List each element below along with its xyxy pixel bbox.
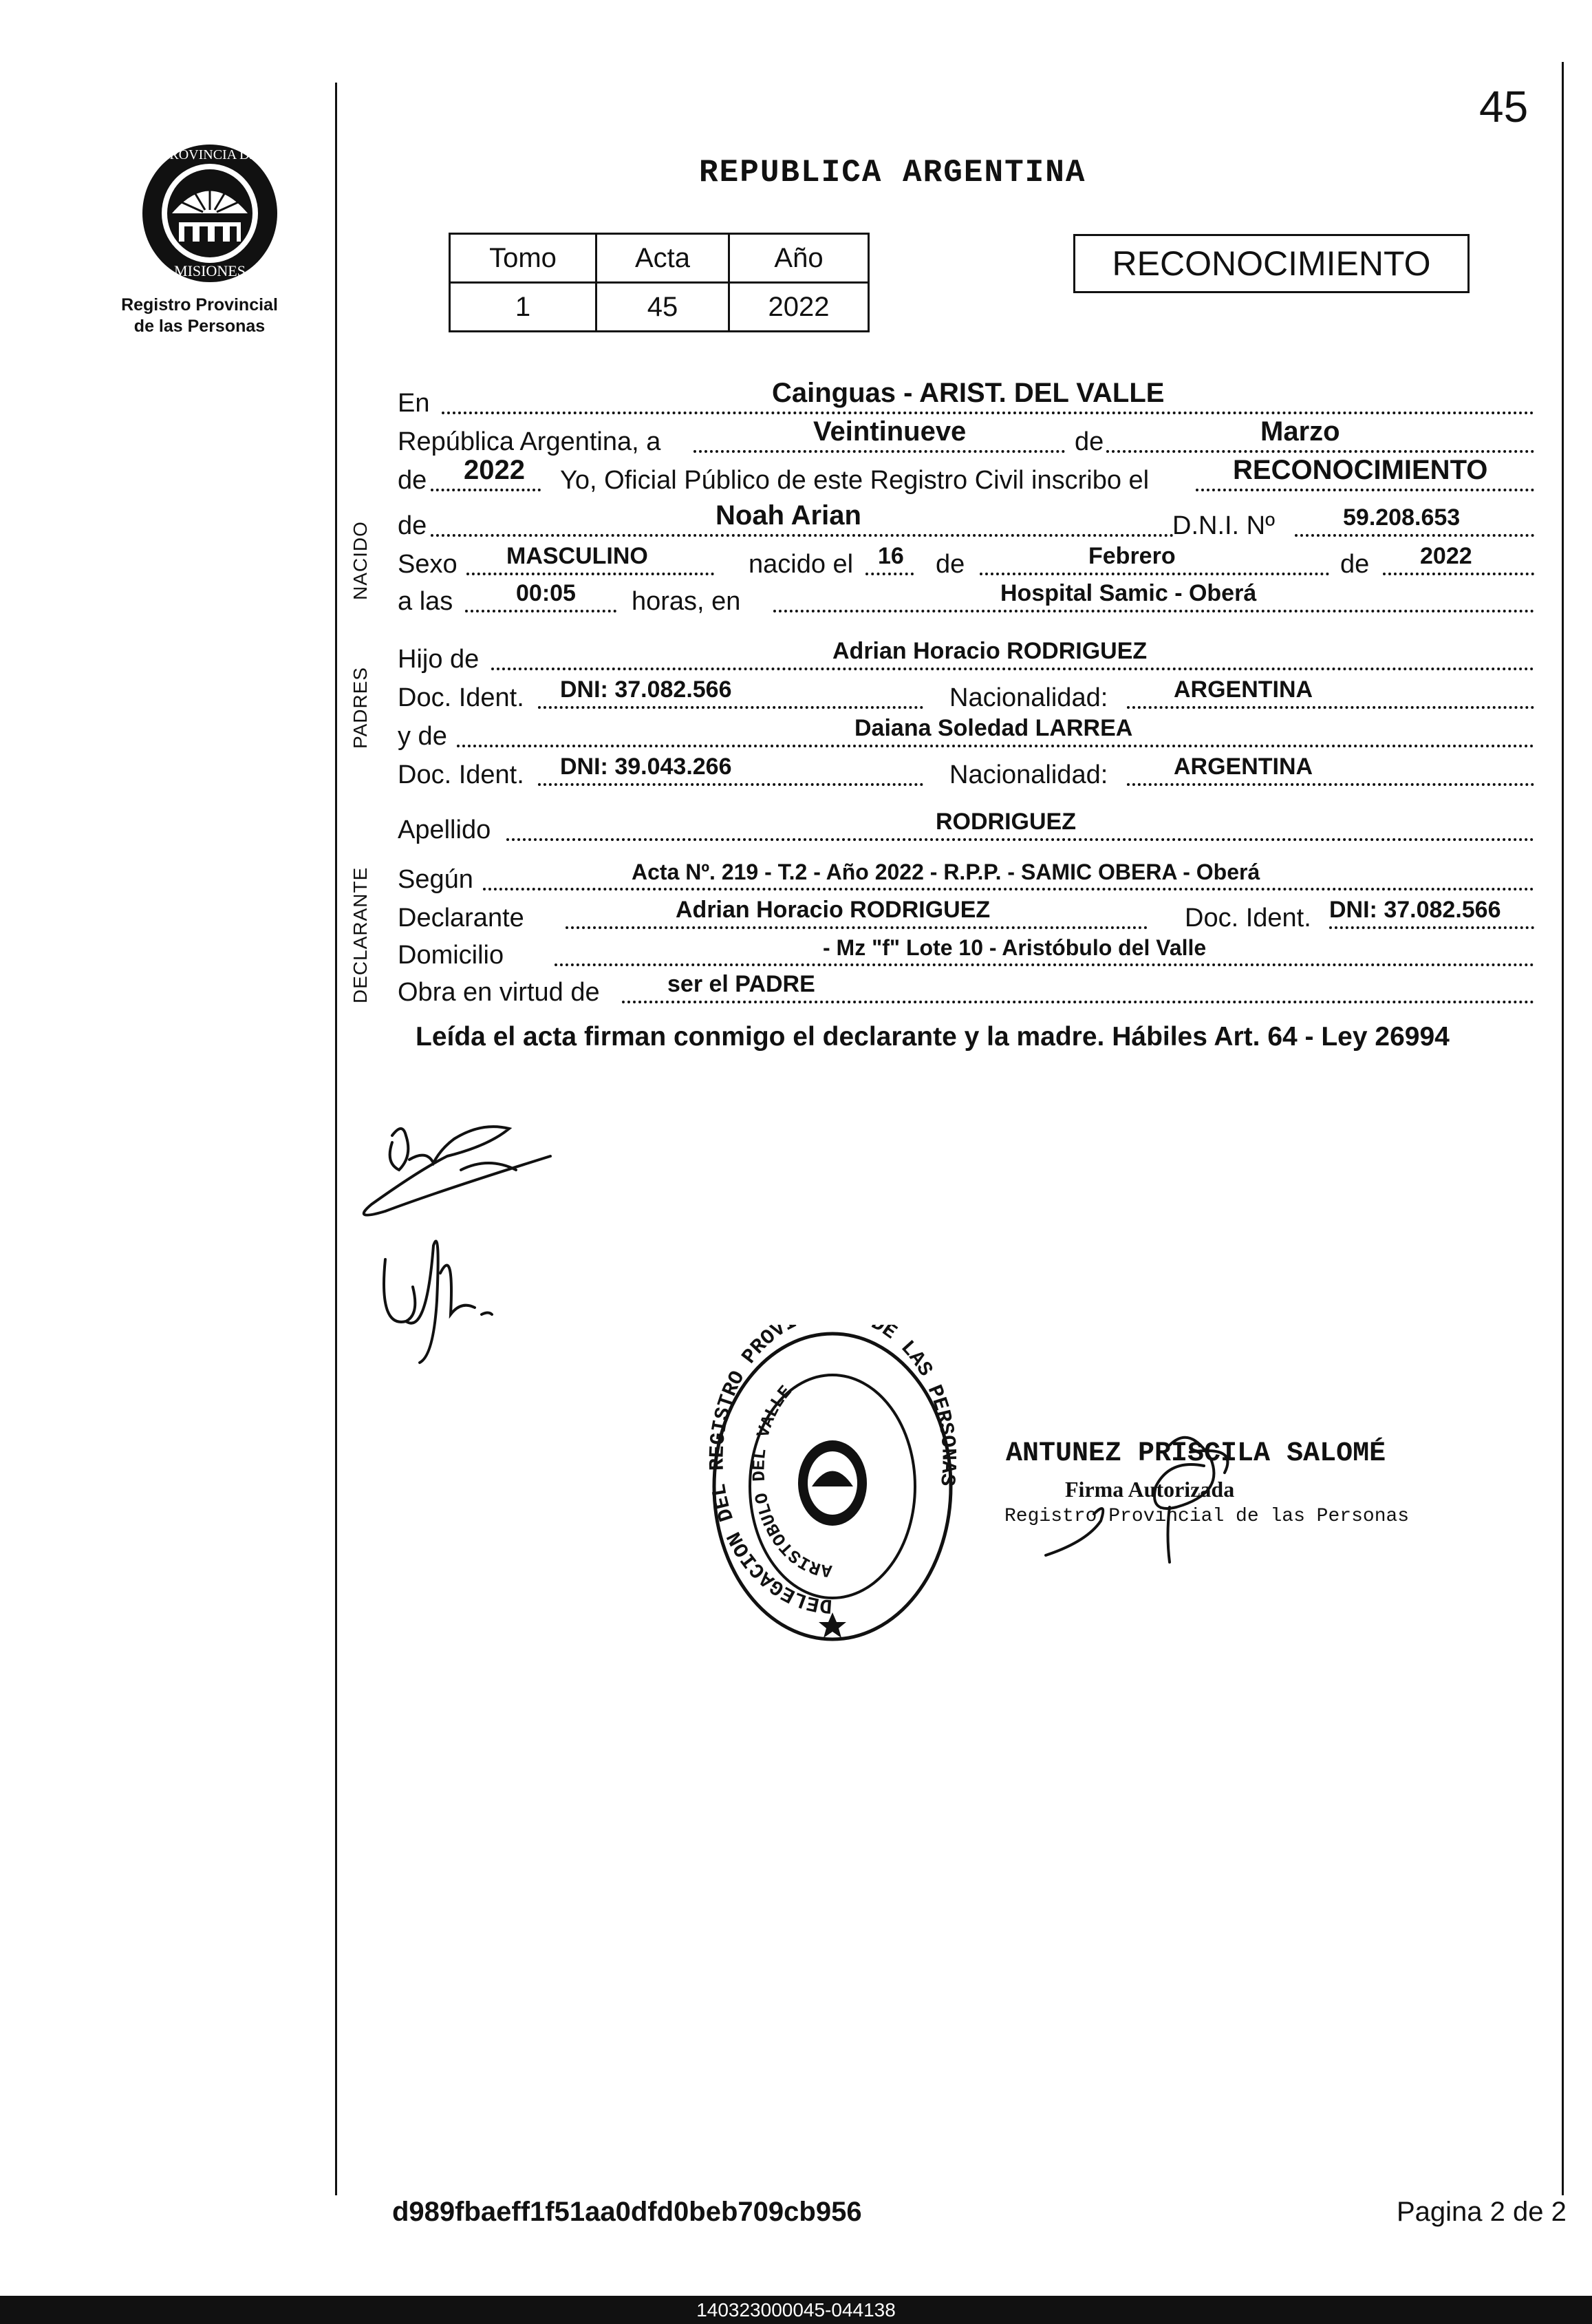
republica-label: República Argentina, a [398, 427, 661, 456]
month-value: Marzo [1260, 416, 1340, 447]
domicilio-label: Domicilio [398, 941, 504, 970]
obra-dots [622, 1001, 1534, 1003]
nombre-label: de [398, 511, 427, 540]
tomo-value: 1 [450, 283, 596, 332]
inscribo-dots [1196, 489, 1534, 491]
act-type-box: RECONOCIMIENTO [1073, 234, 1470, 293]
misiones-coat-of-arms-icon [138, 141, 282, 286]
birth-day-dots [865, 573, 914, 575]
madre-nac-label: Nacionalidad: [949, 760, 1108, 789]
birth-de-label: de [936, 550, 965, 579]
row-republica [398, 416, 1534, 457]
padre-value: Adrian Horacio RODRIGUEZ [832, 638, 1148, 664]
left-margin-line [335, 83, 337, 2195]
row-declarante [398, 897, 1534, 933]
registry-table [449, 233, 870, 332]
section-label-declarante: DECLARANTE [349, 866, 371, 1003]
country-title: REPUBLICA ARGENTINA [699, 155, 1086, 191]
row-domicilio [398, 935, 1534, 970]
logo-ring-text-top: PROVINCIA DE [162, 147, 258, 162]
month-dots [1106, 450, 1534, 453]
month-de-label: de [1075, 427, 1104, 456]
logo-caption-line2: de las Personas [133, 317, 266, 336]
apellido-value: RODRIGUEZ [936, 809, 1076, 835]
madre-nac-dots [1127, 783, 1534, 786]
nacido-label: nacido el [749, 550, 854, 579]
hora-dots [465, 610, 616, 612]
apellido-dots [506, 838, 1534, 841]
section-label-padres: PADRES [349, 666, 371, 749]
row-madre-doc [398, 754, 1534, 790]
row-apellido [398, 809, 1534, 845]
logo-caption [100, 295, 299, 337]
delegation-seal-icon [709, 1325, 956, 1648]
yo-text: Yo, Oficial Público de este Registro Civil inscribo el [560, 466, 1150, 495]
year-value: 2022 [464, 455, 525, 485]
segun-value: Acta Nº. 219 - T.2 - Año 2022 - R.P.P. - SAMIC OBERA - Oberá [632, 860, 1260, 884]
anio-header: Año [729, 234, 869, 283]
day-dots [693, 450, 1065, 453]
en-dots [442, 412, 1534, 414]
row-nombre [398, 500, 1534, 541]
declarante-label: Declarante [398, 904, 524, 932]
barcode-strip: 140323000045-044138 [0, 2296, 1592, 2324]
birth-year-dots [1383, 573, 1534, 575]
declarante-doc-dots [1329, 926, 1534, 929]
birth-day: 16 [878, 543, 904, 569]
declarante-doc-value: DNI: 37.082.566 [1329, 897, 1501, 923]
row-segun [398, 859, 1534, 895]
hijo-label: Hijo de [398, 645, 480, 674]
closing-note: Leída el acta firman conmigo el declarante y la madre. Hábiles Art. 64 - Ley 26994 [416, 1022, 1450, 1052]
a-las-label: a las [398, 587, 453, 616]
madre-doc-dots [538, 783, 923, 786]
madre-value: Daiana Soledad LARREA [854, 715, 1133, 741]
en-value: Cainguas - ARIST. DEL VALLE [772, 378, 1165, 408]
padre-nac-label: Nacionalidad: [949, 683, 1108, 712]
dni-dots [1295, 534, 1534, 537]
hora-value: 00:05 [516, 580, 576, 606]
official-stamp-role: Firma Autorizada [1065, 1477, 1235, 1502]
padre-doc-value: DNI: 37.082.566 [560, 676, 732, 703]
segun-label: Según [398, 865, 473, 894]
anio-value: 2022 [729, 283, 869, 332]
domicilio-dots [555, 963, 1534, 966]
row-year [398, 455, 1534, 495]
year-dots [431, 489, 541, 491]
year-de-label: de [398, 466, 427, 495]
official-stamp-org: Registro Provincial de las Personas [1004, 1506, 1410, 1527]
row-padre-doc [398, 677, 1534, 713]
acta-header: Acta [596, 234, 729, 283]
dni-label: D.N.I. Nº [1172, 511, 1275, 540]
birth-de2-label: de [1340, 550, 1370, 579]
row-obra [398, 972, 1534, 1008]
registry-table-value-row [450, 283, 869, 332]
registry-table-header-row [450, 234, 869, 283]
obra-value: ser el PADRE [667, 971, 815, 997]
row-madre [398, 716, 1534, 751]
madre-doc-label: Doc. Ident. [398, 760, 524, 789]
official-stamp-name: ANTUNEZ PRISCILA SALOMÉ [1006, 1438, 1386, 1469]
birth-month-dots [980, 573, 1329, 575]
padre-dots [491, 668, 1534, 670]
sexo-value: MASCULINO [506, 543, 648, 569]
section-label-nacido: NACIDO [349, 521, 371, 600]
birth-year: 2022 [1420, 543, 1472, 569]
acta-value: 45 [596, 283, 729, 332]
logo-caption-line1: Registro Provincial [121, 295, 278, 315]
day-value: Veintinueve [813, 416, 967, 447]
padre-nac-dots [1127, 706, 1534, 709]
padre-doc-label: Doc. Ident. [398, 683, 524, 712]
official-seal [709, 1325, 956, 1652]
signature-madre [365, 1218, 516, 1380]
logo-ring-text-bottom: MISIONES [174, 262, 246, 279]
declarante-doc-label: Doc. Ident. [1185, 904, 1311, 932]
sexo-dots [466, 573, 714, 575]
nombre-dots [431, 534, 1174, 537]
page-indicator: Pagina 2 de 2 [1397, 2197, 1567, 2227]
page-number: 45 [1479, 82, 1529, 131]
lugar-dots [773, 610, 1534, 612]
signature-official [1032, 1418, 1293, 1586]
seal-outer-text: DELEGACION DEL GISTRO PROV E LAS PERS [709, 1325, 956, 1617]
declarante-dots [566, 926, 1148, 929]
row-hora [398, 581, 1534, 617]
document-hash: d989fbaeff1f51aa0dfd0beb709cb956 [392, 2197, 862, 2227]
signature-madre-icon [365, 1218, 516, 1376]
padre-doc-dots [538, 706, 923, 709]
apellido-label: Apellido [398, 815, 491, 844]
inscribo-value: RECONOCIMIENTO [1233, 455, 1488, 485]
padre-nac-value: ARGENTINA [1174, 676, 1313, 703]
obra-label: Obra en virtud de [398, 978, 600, 1007]
birth-month: Febrero [1088, 543, 1176, 569]
signature-official-icon [1032, 1418, 1293, 1583]
domicilio-value: - Mz "f" Lote 10 - Aristóbulo del Valle [823, 935, 1207, 960]
right-margin-line [1562, 62, 1564, 2195]
y-de-label: y de [398, 722, 447, 751]
en-label: En [398, 389, 430, 418]
row-sexo [398, 544, 1534, 579]
seal-inner-text: ARISTOBULO DEL VALLE [749, 1381, 833, 1581]
row-hijo [398, 639, 1534, 674]
row-en [398, 378, 1534, 418]
tomo-header: Tomo [450, 234, 596, 283]
horas-en-label: horas, en [632, 587, 741, 616]
madre-dots [457, 745, 1534, 747]
madre-nac-value: ARGENTINA [1174, 754, 1313, 780]
nombre-value: Noah Arian [716, 500, 861, 531]
sexo-label: Sexo [398, 550, 458, 579]
lugar-value: Hospital Samic - Oberá [1000, 580, 1257, 606]
segun-dots [483, 888, 1534, 891]
madre-doc-value: DNI: 39.043.266 [560, 754, 732, 780]
provincial-logo [138, 141, 282, 286]
declarante-value: Adrian Horacio RODRIGUEZ [676, 897, 991, 923]
dni-value: 59.208.653 [1343, 504, 1461, 531]
